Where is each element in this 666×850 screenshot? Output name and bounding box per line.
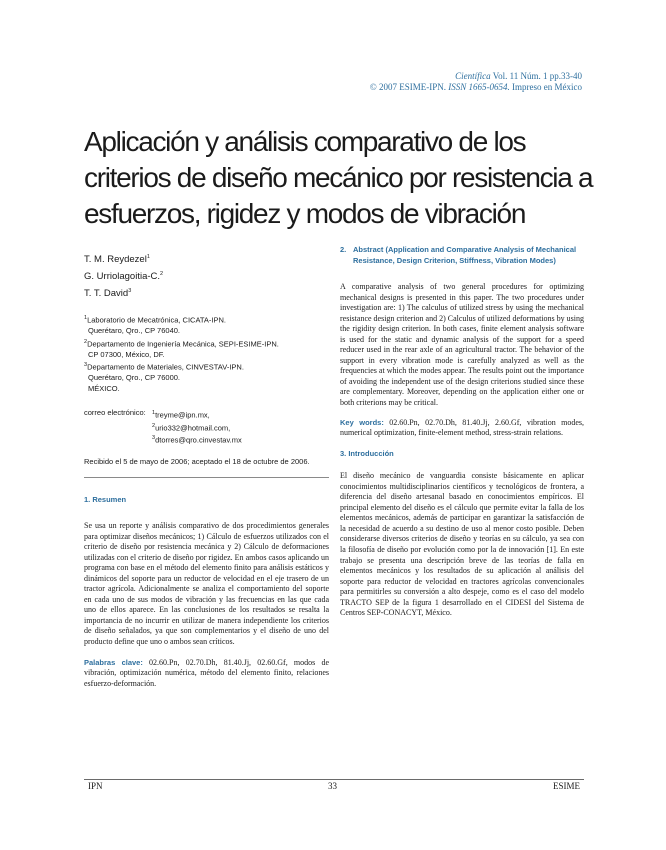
author-sup: 1 [146,254,150,260]
abstract-keywords [340,418,584,439]
author-list [84,250,329,301]
abstract-text: A comparative analysis of two general procedures for optimizing mechanical designs is presented in this paper. The two procedures under investigation are: 1) The calculus of utilized stress by using the mechanical resistance design criterion and 2) Calculus of utilized deformations by using the rigidity design criterion. In both cases, finite element analysis software is used for the static and dynamic analysis of the support for a speed reducer used in the rear axle of an agricultural tractor. The behavior of the support in every vibration mode is carefully analyzed as well as the frequencies at which the modes appear. The results point out the importance of avoiding the independent use of the design criterions studied since these are complementary. Moreover, depending on the application either one or both criterions may be critical. [340,282,584,408]
affiliation-sup: 2 [84,338,88,345]
email-sup: 1 [152,410,156,417]
affiliation-2 [84,337,329,361]
affiliation-sup: 1 [84,315,88,322]
page-number: 33 [328,781,337,791]
page-footer [84,781,584,793]
keywords-label: Palabras clave: [84,657,143,667]
article-title: Aplicación y análisis comparativo de los criterios de diseño mecánico por resistencia a esfuerzos, rigidez y modos de vibración [84,126,593,229]
email-item[interactable] [152,408,242,421]
abstract-heading-text: Abstract (Application and Comparative Analysis of Mechanical Resistance, Design Criterion, Stiffness, Vibration Modes) [353,245,577,265]
affiliation-text: Departamento de Ingeniería Mecánica, SEPI-ESIME-IPN. [87,339,279,349]
journal-issn: ISSN 1665-0654. [448,82,510,92]
journal-line-1 [370,71,582,82]
resumen-keywords [84,658,329,690]
affiliation-line: MÉXICO. [88,383,120,393]
email-list [152,408,242,446]
footer-left: IPN [88,781,103,791]
resumen-text: Se usa un reporte y análisis comparativo de dos procedimientos generales para optimizar diseños mecánicos; 1) Cálculo de esfuerzos utilizados con el criterio de diseño por resistencia mecánica y 2) Cálculo de deformaciones utilizadas con el criterio de diseño por rigidez. En ambos casos aplicando un programa con base en el método del elemento finito para análisis estáticos y dinámicos del soporte para un reductor de velocidad en el eje trasero de un tractor agrícola. Adicionalmente se analiza el comportamiento del soporte en cada uno de sus modos de vibración y las frecuencias en las que cada uno de ellos aparece. En las conclusiones de los resultados se resalta la importancia de no incurrir en utilizar de manera independiente los criterios de diseño señalados, ya que son complementarios y el diseño de uno del producto define que uno o ambos sean críticos. [84,520,329,646]
email-sup: 2 [152,422,156,429]
affiliation-1 [84,313,329,337]
email-item[interactable] [152,433,242,446]
abstract-number: 2. [340,245,347,254]
footer-right: ESIME [553,781,580,791]
affiliation-line [84,337,329,350]
email-item[interactable] [152,421,242,434]
affiliation-text: Departamento de Materiales, CINVESTAV-IPN. [87,362,244,372]
author-3 [84,284,329,301]
journal-header [370,71,582,93]
author-sup: 3 [128,288,132,295]
email-address[interactable]: urio332@hotmail.com, [155,423,231,433]
email-label: correo electrónico: [84,408,146,418]
resumen-heading: 1. Resumen [84,495,127,505]
affiliation-line: Querétaro, Qro., CP 76040. [88,326,180,336]
journal-name: Científica [455,71,491,81]
right-column [340,244,584,619]
author-name: T. M. Reydezel [84,254,147,266]
intro-text: El diseño mecánico de vanguardia consiste básicamente en aplicar conocimientos multidisciplinarios científicos y tecnológicos de frontera, a diferencia del diseño artesanal basado en conocimientos empíricos. El principal elemento del diseño es el cálculo que permite evitar la falla de los elementos mecánicos, además de participar en garantizar la satisfacción de la necesidad de acuerdo a su destino de uso al menor costo posible. Deben considerarse diversos criterios de diseño y teorías en su cálculo, ya sea con la filosofía de diseño por evolución como por la de innovación [1]. En este trabajo se presenta una descripción breve de las teorías de falla en elementos mecánicos y los resultados de su aplicación al análisis del soporte para reductor de velocidad en tractores agrícolas convencionales para permitirles su conversión a alto despeje, como es el caso del modelo TRACTO SEP de la figura 1 desarrollado en el CIDESI del Sistema de Centros SEP-CONACYT, México. [340,471,584,618]
email-sup: 3 [152,435,156,442]
journal-printed: Impreso en México [512,82,582,92]
affiliation-text: Laboratorio de Mecatrónica, CICATA-IPN. [87,315,227,325]
affiliation-line [84,360,329,373]
journal-line-2 [370,82,582,93]
received-date: Recibido el 5 de mayo de 2006; aceptado el 18 de octubre de 2006. [84,456,310,466]
section-divider [84,477,329,478]
affiliation-line: Querétaro, Qro., CP 76000. [88,373,180,383]
email-address[interactable]: treyme@ipn.mx, [155,410,210,420]
affiliation-line: CP 07300, México, DF. [88,349,165,359]
author-2 [84,267,329,284]
affiliation-sup: 3 [84,362,88,369]
journal-copyright: © 2007 ESIME-IPN. [369,82,447,92]
affiliation-3 [84,360,329,394]
email-address[interactable]: dtorres@qro.cinvestav.mx [155,435,242,445]
keywords-text: 02.60.Pn, 02.70.Dh, 81.40.Jj, 2.60.Gf, vibration modes, numerical optimization, finite-element method, stress-strain relations. [340,417,584,438]
author-name: T. T. David [84,288,129,300]
author-1 [84,250,329,267]
abstract-heading [340,244,584,266]
email-block [84,408,329,446]
left-column [84,250,329,689]
keywords-label: Key words: [340,417,384,427]
affiliation-line [84,313,329,326]
keywords-text: 02.60.Pn, 02.70.Dh, 81.40.Jj, 02.60.Gf, modos de vibración, optimización numérica, método del elemento finito, relaciones esfuerzo-deformación. [84,657,330,688]
journal-volume: Vol. 11 Núm. 1 pp.33-40 [492,71,582,81]
footer-rule [84,779,584,780]
author-name: G. Urriolagoitia-C. [84,271,161,283]
intro-heading: 3. Introducción [340,448,394,458]
author-sup: 2 [160,271,164,278]
